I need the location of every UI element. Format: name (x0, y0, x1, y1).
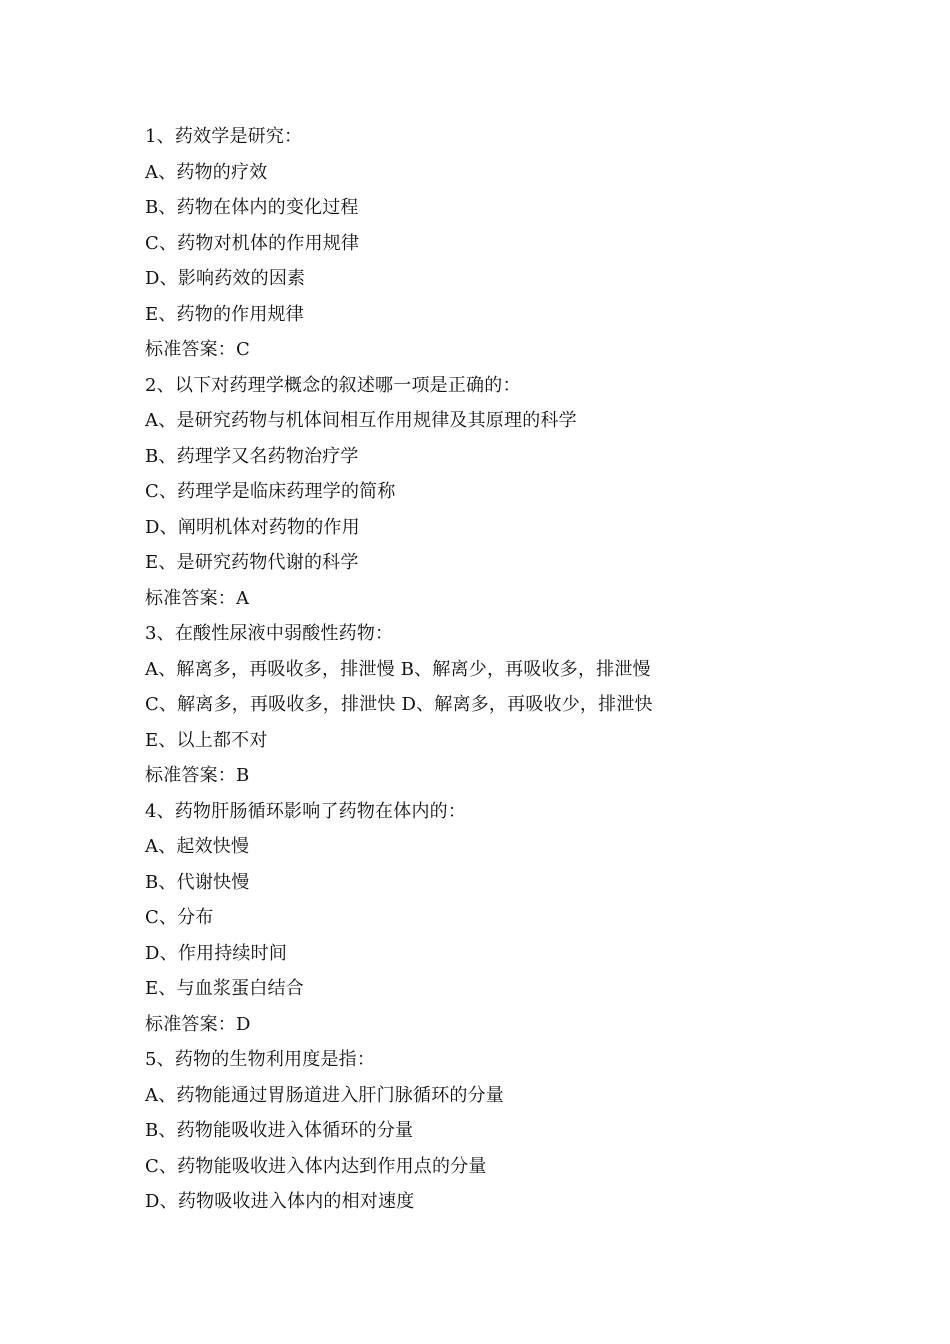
question-4-answer: 标准答案：D (145, 1013, 251, 1035)
question-2-option-c: C、药理学是临床药理学的简称 (145, 481, 396, 502)
question-2-option-b: B、药理学又名药物治疗学 (145, 445, 359, 467)
question-1-option-a: A、药物的疗效 (145, 161, 268, 183)
question-3-answer: 标准答案：B (145, 765, 250, 786)
question-1-option-d: D、影响药效的因素 (145, 268, 306, 289)
question-1-option-b: B、药物在体内的变化过程 (145, 197, 359, 218)
question-5-option-a: A、药物能通过胃肠道进入肝门脉循环的分量 (145, 1084, 504, 1106)
question-4-option-c: C、分布 (145, 907, 214, 928)
question-5-option-d: D、药物吸收进入体内的相对速度 (145, 1191, 415, 1212)
question-3-stem: 3、在酸性尿液中弱酸性药物： (145, 623, 394, 644)
question-1-answer: 标准答案：C (145, 339, 250, 360)
question-5-stem: 5、药物的生物利用度是指： (145, 1049, 376, 1070)
question-2-option-e: E、是研究药物代谢的科学 (145, 552, 359, 573)
question-2-option-a: A、是研究药物与机体间相互作用规律及其原理的科学 (145, 410, 577, 431)
question-list (145, 119, 825, 1220)
question-5-option-c: C、药物能吸收进入体内达到作用点的分量 (145, 1155, 487, 1177)
question-1-stem: 1、药效学是研究： (145, 126, 303, 147)
question-3-option-cd: C、解离多，再吸收多，排泄快 D、解离多，再吸收少，排泄快 (145, 694, 653, 715)
question-2-option-d: D、阐明机体对药物的作用 (145, 516, 360, 538)
question-2-answer: 标准答案：A (145, 587, 250, 609)
question-4-option-d: D、作用持续时间 (145, 942, 288, 964)
question-4-stem: 4、药物肝肠循环影响了药物在体内的： (145, 800, 467, 822)
question-4-option-b: B、代谢快慢 (145, 871, 250, 893)
question-2-stem: 2、以下对药理学概念的叙述哪一项是正确的： (145, 374, 521, 396)
question-4-option-e: E、与血浆蛋白结合 (145, 978, 304, 999)
question-3-option-ab: A、解离多，再吸收多，排泄慢 B、解离少，再吸收多，排泄慢 (145, 658, 651, 680)
question-3-option-e: E、以上都不对 (145, 729, 268, 751)
question-5-option-b: B、药物能吸收进入体循环的分量 (145, 1120, 414, 1141)
question-4-option-a: A、起效快慢 (145, 836, 250, 857)
question-1-option-e: E、药物的作用规律 (145, 303, 304, 325)
question-1-option-c: C、药物对机体的作用规律 (145, 232, 360, 254)
